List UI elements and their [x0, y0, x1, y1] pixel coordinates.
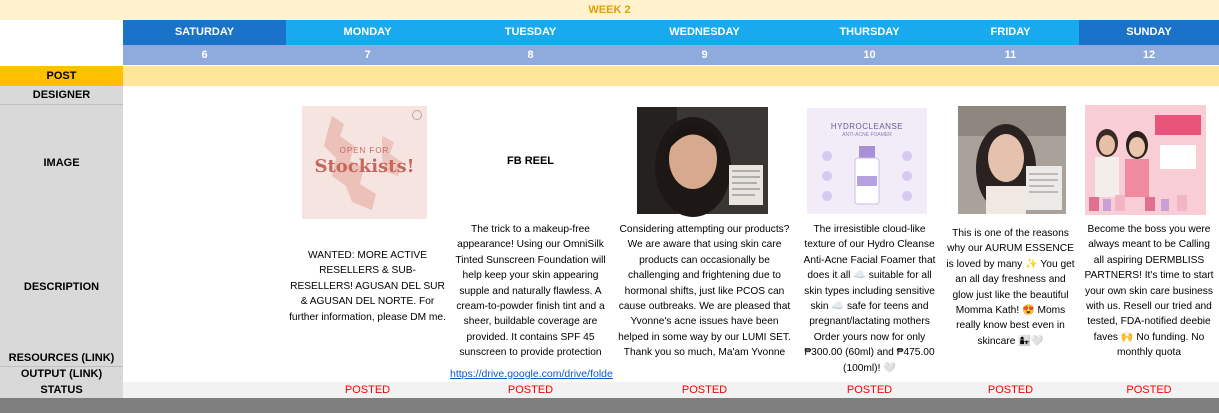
- description-tuesday: The trick to a makeup-free appearance! Using our OmniSilk Tinted Sunscreen Foundation will help keep your skin appearing supple and naturally flawless. A cream-to-powder finish tint and a sheer, buildable coverage are provided. It contains SPF 45 sunscreen to provide protection: [455, 224, 606, 359]
- day-header-thursday[interactable]: THURSDAY: [797, 20, 942, 45]
- description-monday: WANTED: MORE ACTIVE RESELLERS & SUB-RESELLERS! AGUSAN DEL SUR & AGUSAN DEL NORTE. For further information, please DM me.: [289, 250, 446, 323]
- group-photo: [1085, 105, 1206, 215]
- day-header-wednesday[interactable]: WEDNESDAY: [612, 20, 797, 45]
- fb-reel-label: FB REEL: [506, 155, 555, 167]
- product-bottle-graphic: [807, 138, 927, 214]
- date-thursday: 10: [863, 49, 876, 61]
- selfie-photo: [637, 107, 768, 214]
- description-friday: This is one of the reasons why our AURUM ESSENCE is loved by many ✨ You get an all day freshness and glow just like the beautiful Momma Kath! 😍 Moms really know best even in skincare 👩‍👧🤍: [946, 228, 1075, 347]
- image-thursday-product[interactable]: [807, 108, 927, 214]
- status-sunday[interactable]: POSTED: [1126, 384, 1172, 396]
- portrait-photo: [958, 106, 1066, 214]
- date-monday: 7: [364, 49, 371, 61]
- corner-cell: [0, 20, 123, 66]
- grid-line: [0, 104, 123, 105]
- day-header-monday[interactable]: MONDAY: [286, 20, 449, 45]
- label-column: [0, 104, 123, 382]
- product-subtitle: ANTI-ACNE FOAMER: [842, 132, 892, 138]
- status-tuesday[interactable]: POSTED: [507, 384, 554, 396]
- date-sunday: 12: [1142, 49, 1156, 61]
- brand-mark-icon: [412, 110, 422, 120]
- description-wednesday: Considering attempting our products? We are aware that using skin care products can occasionally be challenging and frightening due to hormonal shifts, just like PCOS can cause outbreaks. We are pleased that Yvonne's acne issues have been helped in some way by our LUMI SET. Thank you so much, Ma'am Yvonne: [618, 224, 791, 359]
- date-friday: 11: [1004, 49, 1017, 61]
- day-header-tuesday[interactable]: TUESDAY: [449, 20, 612, 45]
- description-sunday: Become the boss you were always meant to be Calling all aspiring DERMBLISS PARTNERS! It's time to start your own skin care business with us. Resell our tried and tested, FDA-notified deebie faves 🙌 No funding. No monthly quota: [1084, 224, 1214, 359]
- row-label-status: STATUS: [0, 382, 123, 398]
- output-link[interactable]: https://drive.google.com/drive/folde: [450, 368, 613, 380]
- grid-line: [0, 366, 123, 367]
- status-thursday[interactable]: POSTED: [846, 384, 893, 396]
- image-wednesday-selfie[interactable]: [637, 107, 768, 214]
- status-wednesday[interactable]: POSTED: [681, 384, 728, 396]
- date-tuesday: 8: [527, 49, 534, 61]
- stockists-subtext: OPEN FOR: [339, 146, 390, 155]
- week-label: WEEK 2: [0, 0, 1219, 20]
- bottom-bar: [0, 398, 1219, 413]
- day-header-saturday[interactable]: SATURDAY: [123, 20, 286, 45]
- status-monday[interactable]: POSTED: [344, 384, 391, 396]
- row-label-post: POST: [0, 66, 123, 86]
- day-header-friday[interactable]: FRIDAY: [942, 20, 1079, 45]
- stockists-text: Stockists!: [314, 156, 415, 177]
- image-sunday-group[interactable]: [1085, 105, 1206, 215]
- product-title: HYDROCLEANSE: [830, 122, 904, 131]
- day-header-sunday[interactable]: SUNDAY: [1079, 20, 1219, 45]
- row-label-output: OUTPUT (LINK): [20, 368, 103, 380]
- status-friday[interactable]: POSTED: [987, 384, 1034, 396]
- post-row-band: [123, 66, 1219, 86]
- row-label-resources: RESOURCES (LINK): [8, 352, 115, 364]
- date-wednesday: 9: [701, 49, 708, 61]
- image-monday-stockists[interactable]: [302, 106, 427, 219]
- image-friday-portrait[interactable]: [958, 106, 1066, 214]
- row-label-designer: DESIGNER: [0, 86, 123, 104]
- date-saturday: 6: [201, 49, 208, 61]
- row-label-image: IMAGE: [43, 157, 80, 169]
- row-label-description: DESCRIPTION: [23, 281, 100, 293]
- description-thursday: The irresistible cloud-like texture of our Hydro Cleanse Anti-Acne Facial Foamer that does it all ☁️ suitable for all skin types including sensitive skin ☁️ safe for teens and pregnant/lactating mothers Order yours now for only ₱300.00 (60ml) and ₱475.00 (100ml)! 🤍: [803, 224, 936, 374]
